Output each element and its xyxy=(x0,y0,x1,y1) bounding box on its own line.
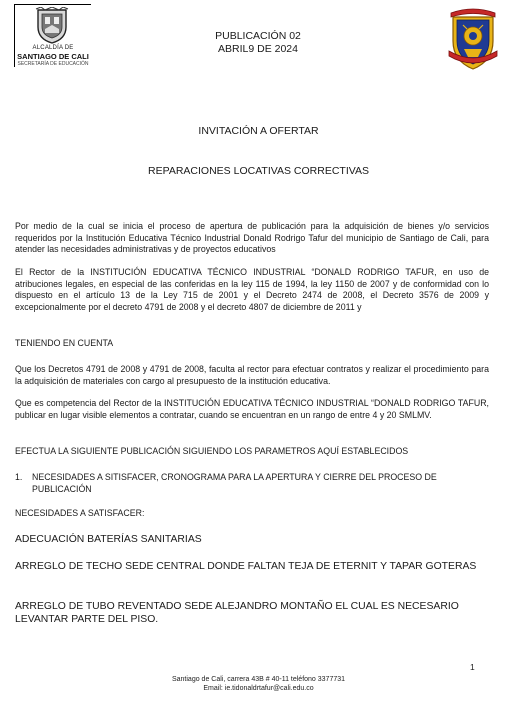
teniendo-heading: TENIENDO EN CUENTA xyxy=(15,338,114,348)
footer-email: Email: ie.tidonaldrtafur@cali.edu.co xyxy=(203,685,314,692)
footer-address: Santiago de Cali, carrera 43B # 40-11 teléfono 3377731 xyxy=(171,676,346,683)
alcaldia-logo xyxy=(14,4,92,68)
list-item-number: 1. xyxy=(15,472,23,482)
need-item: ARREGLO DE TECHO SEDE CENTRAL DONDE FALTAN TEJA DE ETERNIT Y TAPAR GOTERAS xyxy=(15,561,477,572)
school-crest xyxy=(447,7,499,76)
publication-date: ABRIL9 DE 2024 xyxy=(218,43,298,55)
competencia-paragraph: Que es competencia del Rector de la INSTITUCIÓN EDUCATIVA TÉCNICO INDUSTRIAL “DONALD RODRIGO TAFUR, publicar en lugar visible elementos a contratar, cuando se encuentran en un rango de entre 4 y 20 SMLMV. xyxy=(15,398,489,420)
publication-number: PUBLICACIÓN 02 xyxy=(215,30,301,42)
logo-text-city: SANTIAGO DE CALI xyxy=(17,52,89,61)
school-crest-icon xyxy=(447,7,499,71)
decretos-paragraph: Que los Decretos 4791 de 2008 y 4791 de 2008, faculta al rector para efectuar contratos y realizar el procedimiento para la adquisición de materiales con cargo al presupuesto de la institución educativa. xyxy=(15,364,489,386)
rector-paragraph: El Rector de la INSTITUCIÓN EDUCATIVA TÉCNICO INDUSTRIAL “DONALD RODRIGO TAFUR, en uso de atribuciones legales, en especial de las conferidas en la ley 115 de 1994, la ley 1150 de 2007 y de conformidad con lo dispuesto en el artículo 13 de la Ley 715 de 2001 y el Decreto 2474 de 2008, el Decreto 3576 de 2009 y excepcionalmente por el decreto 4791 de 2008 y el decreto 4807 de diciembre de 2011 y xyxy=(15,267,489,312)
document-title: INVITACIÓN A OFERTAR xyxy=(198,125,319,137)
city-shield-icon xyxy=(35,7,69,45)
intro-paragraph: Por medio de la cual se inicia el proceso de apertura de publicación para la adquisición de bienes y/o servicios requeridos por la Institución Educativa Técnico Industrial Donald Rodrigo Tafur del municipio de Santiago de Cali, para atender las necesidades administrativas y de proyectos educativos xyxy=(15,221,489,255)
efectua-heading: EFECTUA LA SIGUIENTE PUBLICACIÓN SIGUIENDO LOS PARAMETROS AQUÍ ESTABLECIDOS xyxy=(15,446,409,456)
logo-text-alcaldia: ALCALDÍA DE xyxy=(32,45,74,51)
list-item-text: NECESIDADES A SITISFACER, CRONOGRAMA PARA LA APERTURA Y CIERRE DEL PROCESO DE PUBLICACIÓN xyxy=(32,472,437,494)
necesidades-heading: NECESIDADES A SATISFACER: xyxy=(15,508,145,518)
page-number: 1 xyxy=(470,662,475,672)
need-item: ARREGLO DE TUBO REVENTADO SEDE ALEJANDRO MONTAÑO EL CUAL ES NECESARIO LEVANTAR PARTE DEL PISO. xyxy=(15,601,459,626)
logo-text-secretaria: SECRETARÍA DE EDUCACIÓN xyxy=(17,61,89,67)
need-item: ADECUACIÓN BATERÍAS SANITARIAS xyxy=(15,534,202,545)
document-subtitle: REPARACIONES LOCATIVAS CORRECTIVAS xyxy=(148,165,369,177)
